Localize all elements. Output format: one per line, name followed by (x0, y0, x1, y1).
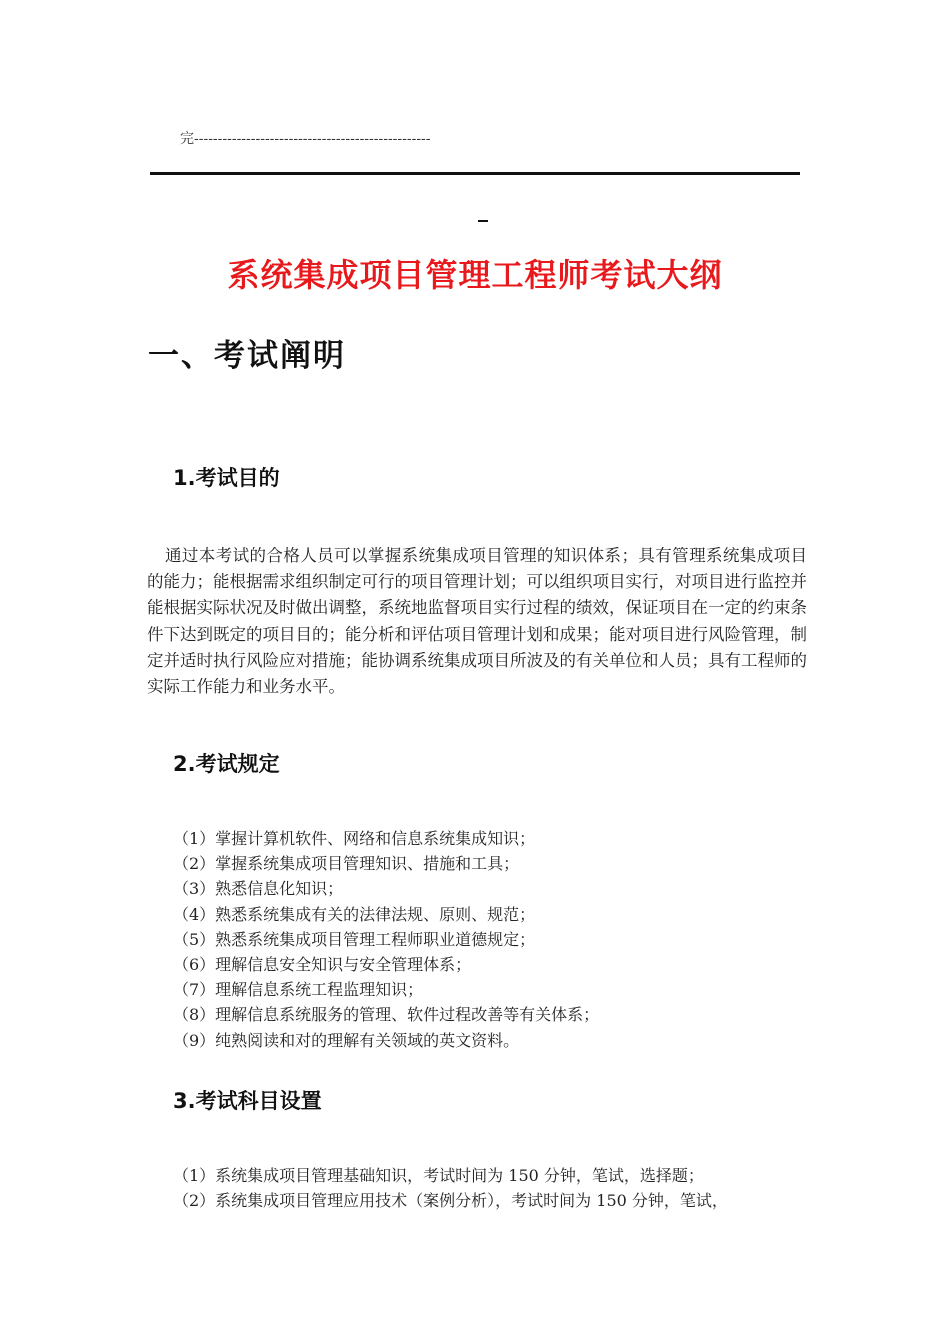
list-item: （4）熟悉系统集成有关的法律法规、原则、规范； (173, 904, 536, 924)
subjects-list (173, 1163, 728, 1213)
list-item: （8）理解信息系统服务的管理、软件过程改善等有关体系； (173, 1005, 600, 1025)
subjects-heading: 3.考试科目设置 (173, 1089, 322, 1113)
list-item: （5）熟悉系统集成项目管理工程师职业道德规定； (173, 929, 536, 949)
list-item: （2）掌握系统集成项目管理知识、措施和工具； (173, 854, 520, 874)
section-title: 一、考试阐明 (148, 338, 346, 374)
horizontal-rule-tail (478, 220, 488, 222)
document-title: 系统集成项目管理工程师考试大纲 (227, 256, 723, 294)
horizontal-rule (150, 172, 800, 175)
list-item: （1）掌握计算机软件、网络和信息系统集成知识； (173, 829, 536, 848)
purpose-heading: 1.考试目的 (173, 466, 280, 490)
list-item: （1）系统集成项目管理基础知识，考试时间为 150 分钟，笔试，选择题； (173, 1166, 704, 1185)
requirements-heading: 2.考试规定 (173, 752, 280, 776)
list-item: （6）理解信息安全知识与安全管理体系； (173, 955, 472, 975)
top-line-text: 完-------------------------------------------------- (180, 131, 431, 147)
requirements-list (173, 826, 599, 1053)
list-item: （7）理解信息系统工程监理知识； (173, 980, 424, 1000)
list-item: （3）熟悉信息化知识； (173, 879, 344, 899)
list-item: （2）系统集成项目管理应用技术（案例分析），考试时间为 150 分钟，笔试， (173, 1191, 728, 1211)
list-item: （9）纯熟阅读和对的理解有关领域的英文资料。 (173, 1030, 520, 1050)
purpose-paragraph: 通过本考试的合格人员可以掌握系统集成项目管理的知识体系；具有管理系统集成项目的能力；能根据需求组织制定可行的项目管理计划；可以组织项目实行，对项目进行监控并能根据实际状况及时做出调整，系统地监督项目实行过程的绩效，保证项目在一定的约束条件下达到既定的项目目的；能分析和评估项目管理计划和成果；能对项目进行风险管理，制定并适时执行风险应对措施；能协调系统集成项目所波及的有关单位和人员；具有工程师的实际工作能力和业务水平。 (147, 546, 807, 697)
